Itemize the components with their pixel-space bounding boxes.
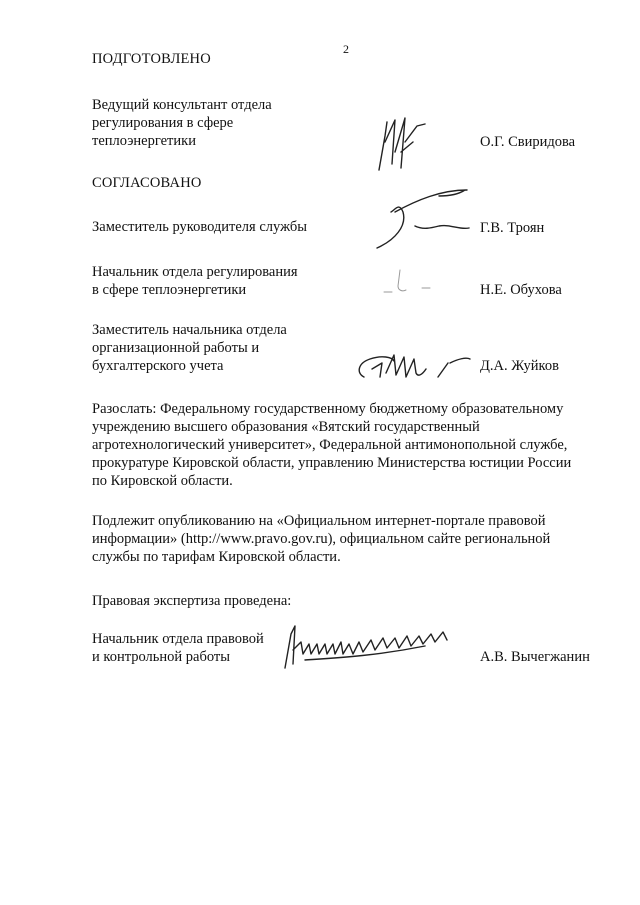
legal-name: А.В. Вычегжанин: [480, 649, 590, 665]
agreed-position-line: Заместитель руководителя службы: [92, 219, 308, 235]
signature-obukhova: [378, 262, 438, 298]
agreed-name: Г.В. Троян: [480, 220, 545, 236]
agreed-position-line: бухгалтерского учета: [92, 358, 224, 374]
signature-vychegzhanin: [275, 620, 460, 672]
page-number: 2: [343, 42, 349, 56]
paragraph-line: Подлежит опубликованию на «Официальном интернет-портале правовой: [92, 513, 546, 529]
prepared-name: О.Г. Свиридова: [480, 134, 576, 150]
prepared-position-line: Ведущий консультант отдела: [92, 97, 272, 113]
agreed-position-line: Начальник отдела регулирования: [92, 264, 298, 280]
agreed-name: Д.А. Жуйков: [480, 358, 559, 374]
agreed-heading: СОГЛАСОВАНО: [92, 175, 202, 191]
paragraph-line: информации» (http://www.pravo.gov.ru), официальном сайте региональной: [92, 531, 551, 547]
agreed-position-line: в сфере теплоэнергетики: [92, 282, 247, 298]
paragraph-line: учреждению высшего образования «Вятский государственный: [92, 419, 480, 435]
paragraph-line: прокуратуре Кировской области, управлению Министерства юстиции России: [92, 455, 572, 471]
publication-paragraph: [92, 512, 602, 566]
signature-sviridova: [365, 112, 435, 174]
signature-troyan: [355, 182, 475, 254]
prepared-position-line: теплоэнергетики: [92, 133, 196, 149]
prepared-position-line: регулирования в сфере: [92, 115, 234, 131]
paragraph-line: по Кировской области.: [92, 473, 233, 489]
signature-zhuykov: [350, 343, 475, 385]
distribution-paragraph: [92, 400, 602, 490]
paragraph-line: службы по тарифам Кировской области.: [92, 549, 341, 565]
prepared-heading: ПОДГОТОВЛЕНО: [92, 51, 211, 67]
agreed-position-line: организационной работы и: [92, 340, 260, 356]
agreed-position-line: Заместитель начальника отдела: [92, 322, 287, 338]
legal-position-line: Начальник отдела правовой: [92, 631, 264, 647]
legal-position-line: и контрольной работы: [92, 649, 230, 665]
agreed-name: Н.Е. Обухова: [480, 282, 562, 298]
paragraph-line: Разослать: Федеральному государственному бюджетному образовательному: [92, 401, 564, 417]
paragraph-line: агротехнологический университет», Федеральной антимонопольной службе,: [92, 437, 568, 453]
legal-review-line: Правовая экспертиза проведена:: [92, 593, 292, 609]
